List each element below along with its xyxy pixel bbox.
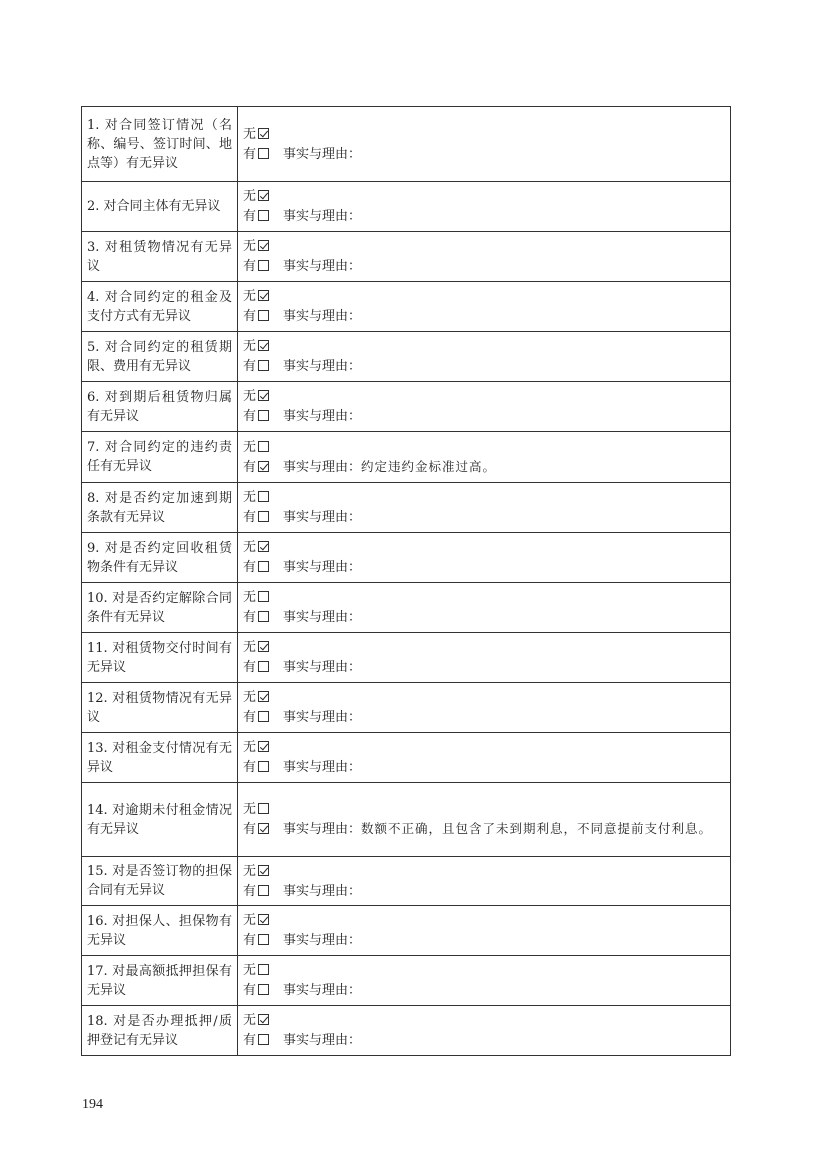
option-none-label: 无 [243,1013,257,1028]
question-cell [82,282,238,332]
answer-cell [238,382,731,432]
reason-label: 事实与理由： [283,259,362,274]
checkbox-has[interactable] [258,934,269,945]
option-has [243,707,725,727]
option-none [243,961,725,980]
option-none-label: 无 [243,439,257,455]
option-none [243,187,725,206]
question-cell [82,633,238,683]
checkbox-has[interactable] [258,360,269,371]
option-has [243,507,725,527]
option-none [243,337,725,356]
checkbox-none[interactable] [258,803,269,814]
option-has [243,256,725,276]
option-has [243,144,725,164]
checkbox-none[interactable] [258,914,269,925]
reason-label: 事实与理由： [283,983,362,998]
checkbox-has[interactable] [258,885,269,896]
checkbox-has[interactable] [258,984,269,995]
table-row [82,733,731,783]
option-has-label: 有 [243,822,257,837]
question-label: 4. 对合同约定的租金及支付方式有无异议 [87,289,232,324]
checkbox-has[interactable] [258,823,269,834]
option-has-label: 有 [243,710,257,725]
reason-label: 事实与理由： [283,660,362,675]
question-label: 14. 对逾期未付租金情况有无异议 [87,802,232,837]
option-none [243,488,725,507]
option-has-label: 有 [243,359,257,374]
objection-table [81,106,731,1056]
reason-label: 事实与理由： [283,560,362,575]
question-cell [82,382,238,432]
option-has [243,206,725,226]
answer-cell [238,432,731,483]
reason-text[interactable]: 数额不正确，且包含了未到期利息，不同意提前支付利息。 [361,821,713,836]
reason-label: 事实与理由： [283,822,362,837]
option-none-label: 无 [243,126,257,142]
reason-label: 事实与理由： [283,309,362,324]
option-none-label: 无 [243,339,257,354]
reason-label: 事实与理由： [283,610,362,625]
option-none [243,538,725,557]
question-cell [82,332,238,382]
question-cell [82,107,238,182]
question-label: 17. 对最高额抵押担保有无异议 [87,963,232,998]
question-label: 16. 对担保人、担保物有无异议 [87,913,232,948]
option-none [243,588,725,607]
question-cell [82,483,238,533]
reason-label: 事实与理由： [283,1033,362,1048]
option-has [243,406,725,426]
table-row [82,232,731,282]
question-label: 6. 对到期后租赁物归属有无异议 [87,389,232,424]
reason-text[interactable]: 约定违约金标准过高。 [361,458,497,474]
checkbox-has[interactable] [258,661,269,672]
checkbox-none[interactable] [258,641,269,652]
question-label: 13. 对租金支付情况有无异议 [87,740,232,775]
table-row [82,683,731,733]
answer-cell [238,857,731,906]
answer-cell [238,533,731,583]
answer-cell [238,182,731,232]
question-cell [82,783,238,857]
answer-cell [238,633,731,683]
checkbox-none[interactable] [258,290,269,301]
reason-label: 事实与理由： [283,883,362,899]
question-label: 5. 对合同约定的租赁期限、费用有无异议 [87,339,232,374]
checkbox-none[interactable] [258,541,269,552]
option-has [243,881,725,901]
checkbox-none[interactable] [258,741,269,752]
checkbox-has[interactable] [258,1034,269,1045]
table-row [82,382,731,432]
option-has [243,306,725,326]
question-label: 9. 对是否约定回收租赁物条件有无异议 [87,540,232,575]
checkbox-none[interactable] [258,591,269,602]
question-label: 3. 对租赁物情况有无异议 [87,239,232,274]
question-cell [82,432,238,483]
checkbox-has[interactable] [258,148,269,159]
option-has [243,657,725,677]
answer-cell [238,683,731,733]
option-has-label: 有 [243,983,257,998]
option-has-label: 有 [243,209,257,224]
question-cell [82,906,238,956]
question-label: 7. 对合同约定的违约责任有无异议 [87,440,232,474]
option-has-label: 有 [243,760,257,775]
answer-cell [238,733,731,783]
option-none [243,638,725,657]
option-none-label: 无 [243,389,257,404]
option-has-label: 有 [243,883,257,899]
checkbox-none[interactable] [258,491,269,502]
answer-cell [238,783,731,857]
option-none [243,1011,725,1030]
option-none-label: 无 [243,289,257,304]
question-cell [82,1006,238,1056]
question-cell [82,232,238,282]
checkbox-none[interactable] [258,1014,269,1025]
option-has-label: 有 [243,409,257,424]
question-cell [82,956,238,1006]
option-none [243,688,725,707]
option-none-label: 无 [243,189,257,204]
table-row [82,956,731,1006]
checkbox-none[interactable] [258,390,269,401]
option-none [243,911,725,930]
question-label: 15. 对是否签订物的担保合同有无异议 [87,864,232,898]
answer-cell [238,1006,731,1056]
option-has-label: 有 [243,259,257,274]
checkbox-has[interactable] [258,461,269,472]
reason-label: 事实与理由： [283,760,362,775]
option-none-label: 无 [243,640,257,655]
option-none-label: 无 [243,802,257,817]
reason-label: 事实与理由： [283,710,362,725]
question-label: 12. 对租赁物情况有无异议 [87,690,232,725]
option-has-label: 有 [243,459,257,475]
answer-cell [238,583,731,633]
question-label: 1. 对合同签订情况（名称、编号、签订时间、地点等）有无异议 [87,117,232,171]
checkbox-has[interactable] [258,511,269,522]
table-row [82,583,731,633]
table-row [82,483,731,533]
question-label: 2. 对合同主体有无异议 [87,199,221,214]
reason-label: 事实与理由： [283,409,362,424]
option-has [243,757,725,777]
option-none-label: 无 [243,590,257,605]
answer-cell [238,282,731,332]
option-none [243,387,725,406]
question-label: 10. 对是否约定解除合同条件有无异议 [87,590,232,625]
table-row [82,1006,731,1056]
option-has [243,607,725,627]
question-cell [82,857,238,906]
option-none [243,125,725,144]
checkbox-has[interactable] [258,410,269,421]
option-none-label: 无 [243,963,257,978]
checkbox-none[interactable] [258,240,269,251]
question-cell [82,683,238,733]
option-none-label: 无 [243,239,257,254]
question-cell [82,733,238,783]
checkbox-has[interactable] [258,761,269,772]
reason-label: 事实与理由： [283,209,362,224]
checkbox-has[interactable] [258,310,269,321]
reason-label: 事实与理由： [283,933,362,948]
table-row [82,332,731,382]
answer-cell [238,906,731,956]
checkbox-none[interactable] [258,964,269,975]
answer-cell [238,107,731,182]
reason-label: 事实与理由： [283,459,362,475]
question-cell [82,583,238,633]
checkbox-has[interactable] [258,260,269,271]
checkbox-none[interactable] [258,865,269,876]
question-label: 18. 对是否办理抵押/质押登记有无异议 [87,1013,232,1048]
table-row [82,533,731,583]
checkbox-none[interactable] [258,190,269,201]
answer-cell [238,332,731,382]
answer-cell [238,483,731,533]
option-has-label: 有 [243,1033,257,1048]
option-none-label: 无 [243,740,257,755]
option-has [243,930,725,950]
option-none [243,862,725,881]
checkbox-none[interactable] [258,340,269,351]
option-has-label: 有 [243,309,257,324]
option-none [243,738,725,757]
option-none-label: 无 [243,913,257,928]
checkbox-has[interactable] [258,711,269,722]
option-has-label: 有 [243,560,257,575]
checkbox-none[interactable] [258,441,269,452]
table-row [82,783,731,857]
option-has [243,457,725,477]
option-has [243,819,725,839]
option-has [243,356,725,376]
option-none [243,438,725,457]
checkbox-none[interactable] [258,691,269,702]
option-has-label: 有 [243,610,257,625]
objection-table-body [82,107,731,1056]
answer-cell [238,956,731,1006]
option-has-label: 有 [243,510,257,525]
table-row [82,857,731,906]
checkbox-none[interactable] [258,128,269,139]
checkbox-has[interactable] [258,561,269,572]
reason-label: 事实与理由： [283,359,362,374]
option-none [243,800,725,819]
page-number: 194 [82,1097,103,1112]
option-none-label: 无 [243,490,257,505]
table-row [82,432,731,483]
table-row [82,633,731,683]
option-has-label: 有 [243,146,257,162]
option-none-label: 无 [243,540,257,555]
option-none-label: 无 [243,690,257,705]
reason-label: 事实与理由： [283,510,362,525]
option-has-label: 有 [243,933,257,948]
question-cell [82,533,238,583]
option-has-label: 有 [243,660,257,675]
table-row [82,906,731,956]
checkbox-has[interactable] [258,611,269,622]
table-row [82,107,731,182]
checkbox-has[interactable] [258,210,269,221]
option-has [243,980,725,1000]
question-label: 8. 对是否约定加速到期条款有无异议 [87,490,232,525]
table-row [82,282,731,332]
option-none-label: 无 [243,863,257,879]
table-row [82,182,731,232]
option-none [243,287,725,306]
answer-cell [238,232,731,282]
question-label: 11. 对租赁物交付时间有无异议 [87,640,232,675]
question-cell [82,182,238,232]
reason-label: 事实与理由： [283,146,362,162]
option-has [243,1030,725,1050]
option-has [243,557,725,577]
option-none [243,237,725,256]
